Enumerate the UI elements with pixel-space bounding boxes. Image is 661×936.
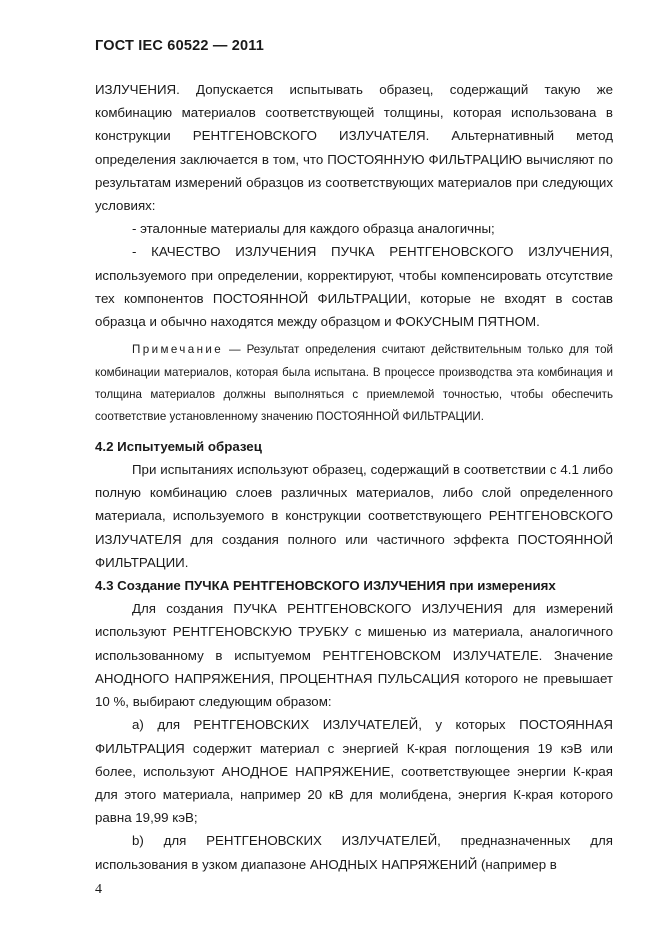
paragraph-test-sample: При испытаниях используют образец, содержащий в соответствии с 4.1 либо полную комбинацию слоев различных материалов, либо слой определенного материала, используемого в конструкции соответствующего РЕНТГЕНОВСКОГО ИЗЛУЧАТЕЛЯ для создания полного или частичного эффекта ПОСТОЯННОЙ ФИЛЬТРАЦИИ. <box>95 462 613 570</box>
paragraph-continuation: ИЗЛУЧЕНИЯ. Допускается испытывать образец, содержащий такую же комбинацию материалов соответствующей толщины, которая использована в конструкции РЕНТГЕНОВСКОГО ИЗЛУЧАТЕЛЯ. Альтернативный метод определения заключается в том, что ПОСТОЯННУЮ ФИЛЬТРАЦИЮ вычисляют по результатам измерений образцов из соответствующих материалов при следующих условиях: <box>95 82 613 214</box>
page-number: 4 <box>95 882 102 897</box>
list-item-radiation-quality: - КАЧЕСТВО ИЗЛУЧЕНИЯ ПУЧКА РЕНТГЕНОВСКОГО ИЗЛУЧЕНИЯ, используемого при определении, корректируют, чтобы компенсировать отсутствие тех компонентов ПОСТОЯННОЙ ФИЛЬТРАЦИИ, которые не входят в состав образца и обычно находятся между образцом и ФОКУСНЫМ ПЯТНОМ. <box>95 244 613 330</box>
list-item-reference-materials: - эталонные материалы для каждого образца аналогичны; <box>132 221 495 237</box>
section-heading-4-2: 4.2 Испытуемый образец <box>95 438 262 454</box>
note-label: Примечание <box>132 343 224 357</box>
list-item-a: a) для РЕНТГЕНОВСКИХ ИЗЛУЧАТЕЛЕЙ, у которых ПОСТОЯННАЯ ФИЛЬТРАЦИЯ содержит материал с энергией К-края поглощения 19 кэВ или более, используют АНОДНОЕ НАПРЯЖЕНИЕ, соответствующее энергии К-края для этого материала, например 20 кВ для молибдена, энергия К-края которого равна 19,99 кэВ; <box>95 717 613 826</box>
document-header: ГОСТ IEC 60522 — 2011 <box>95 38 265 54</box>
list-item-b: b) для РЕНТГЕНОВСКИХ ИЗЛУЧАТЕЛЕЙ, предназначенных для использования в узком диапазоне АНОДНЫХ НАПРЯЖЕНИЙ (например в <box>95 833 613 872</box>
section-heading-4-3: 4.3 Создание ПУЧКА РЕНТГЕНОВСКОГО ИЗЛУЧЕНИЯ при измерениях <box>95 578 556 594</box>
paragraph-beam-creation: Для создания ПУЧКА РЕНТГЕНОВСКОГО ИЗЛУЧЕНИЯ для измерений используют РЕНТГЕНОВСКУЮ ТРУБКУ с мишенью из материала, аналогичного использованному в испытуемом РЕНТГЕНОВСКОМ ИЗЛУЧАТЕЛЕ. Значение АНОДНОГО НАПРЯЖЕНИЯ, ПРОЦЕНТНАЯ ПУЛЬСАЦИЯ которого не превышает 10 %, выбирают следующим образом: <box>95 601 613 710</box>
note <box>95 339 613 429</box>
document-body <box>95 78 613 876</box>
note-text: — Результат определения считают действительным только для той комбинации материалов, которая была испытана. В процессе производства эта комбинация и толщина материалов должны выполняться с приемлемой точностью, чтобы обеспечить соответствие установленному значению ПОСТОЯННОЙ ФИЛЬТРАЦИИ. <box>95 343 613 424</box>
